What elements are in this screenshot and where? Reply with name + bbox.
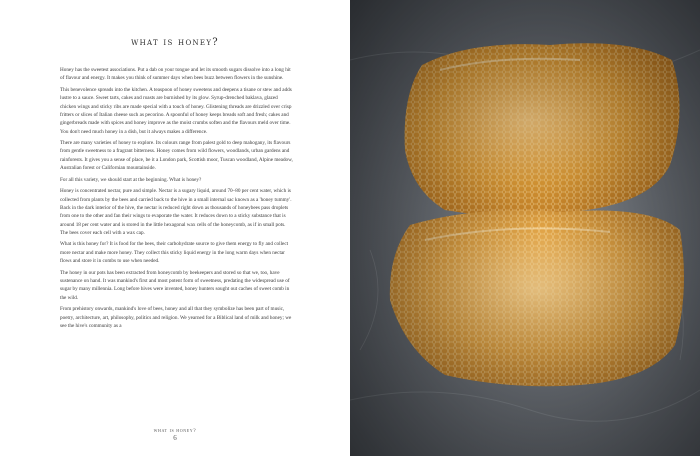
body-text bbox=[60, 66, 293, 333]
paragraph: There are many varieties of honey to explore. Its colours range from palest gold to deep mahogany, its flavours from gentle sweetness to a fragrant bitterness. Honey comes from wild flowers, woodlands, urban gardens and rainforests. It gives you a sense of place, be it a London park, Scottish moor, Tuscan woodland, Alpine meadow, Australian forest or Californian mountainside. bbox=[60, 140, 293, 172]
page-number: 6 bbox=[173, 434, 177, 442]
paragraph: For all this variety, we should start at the beginning. What is honey? bbox=[60, 176, 202, 183]
paragraph: Honey has the sweetest associations. Put a dab on your tongue and let its smooth sugars dissolve into a long hit of flavour and energy. It makes you think of summer days when bees buzz between flowers in the sunshine. bbox=[60, 67, 291, 82]
honeycomb-photo bbox=[350, 0, 700, 456]
paragraph: From prehistory onwards, mankind's love of bees, honey and all that they symbolize has been part of music, poetry, architecture, art, philosophy, politics and religion. We yearned for a Biblical land of milk and honey; we see the hive's community as a bbox=[60, 306, 292, 329]
paragraph: This benevolence spreads into the kitchen. A teaspoon of honey sweetens and deepens a tisane or stew and adds lustre to a sauce. Sweet tarts, cakes and roasts are burnished by its glow. Syrup-drenched baklava, glazed chicken wings and sticky ribs are made special with a touch of honey. Glistening threads are drizzled over crisp fritters or slices of Italian cheese such as pecorino. A spoonful of honey keeps breads soft and fresh; cakes and gingerbreads made with spices and honey improve as the moist crumbs soften and the flavours meld over time. You don't need much honey in a dish, but it always makes a difference. bbox=[60, 86, 292, 135]
paragraph: The honey in our pots has been extracted from honeycomb by beekeepers and stored so that we, too, have sustenance on hand. It was mankind's first and most potent form of sweetness, predating the widespread use of sugar by many millennia. Long before hives were invented, honey hunters sought out caches of sweet comb in the wild. bbox=[60, 269, 290, 301]
honeycomb-illustration bbox=[350, 0, 700, 456]
page-footer bbox=[0, 428, 350, 442]
paragraph: What is this honey for? It is food for the bees, their carbohydrate source to give them energy to fly and collect more nectar and make more honey. They collect this sticky liquid energy in the long warm days when nectar flows and store it in combs to use when needed. bbox=[60, 241, 289, 265]
running-footer: what is honey? bbox=[153, 428, 197, 434]
page-title: what is honey? bbox=[131, 37, 219, 48]
paragraph: Honey is concentrated nectar, pure and simple. Nectar is a sugary liquid, around 70–80 per cent water, which is collected from plants by the bees and carried back to the hive in a small internal sac known as a 'honey tummy'. Back in the dark interior of the hive, the nectar is reduced right down as thousands of honeybees pass droplets from one to the other and fan their wings to evaporate the water. It reduces down to a sticky substance that is around 18 per cent water and is stored in the little hexagonal wax cells of the honeycomb, as if in small pots. The bees cover each cell with a wax cap. bbox=[60, 188, 292, 236]
